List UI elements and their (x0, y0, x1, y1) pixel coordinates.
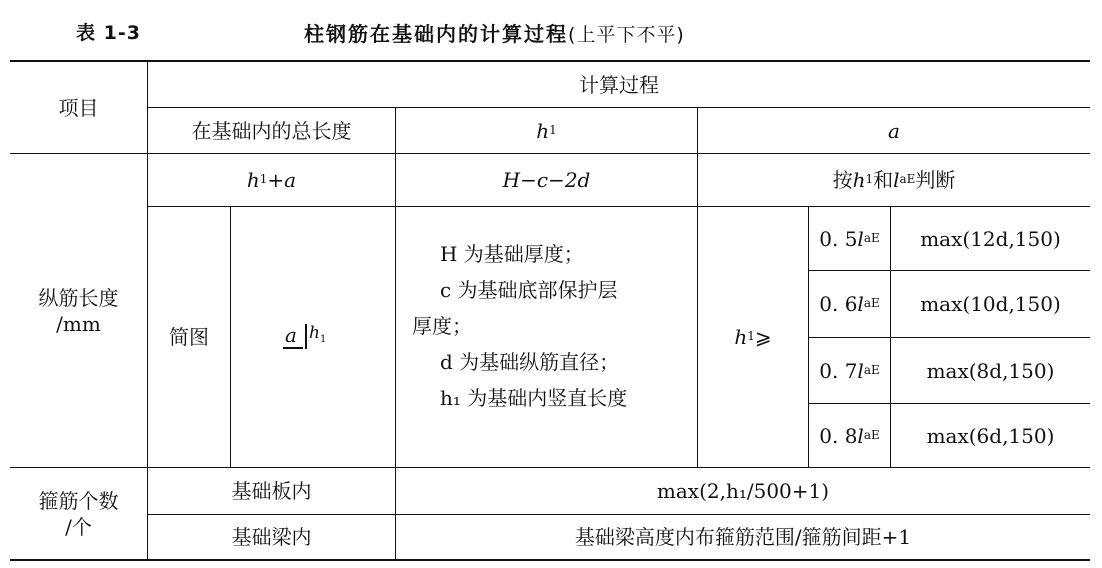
condition-h: h (734, 325, 748, 349)
judge-l: l (893, 168, 900, 192)
value-row-2: max(10d,150) (920, 292, 1061, 316)
header-h1-sub: 1 (549, 122, 557, 137)
sketch-h-var: h (309, 323, 320, 343)
coef-1: 0. 5 (819, 226, 858, 251)
judge-h-sub: 1 (865, 172, 874, 187)
coef-3-sub: aE (863, 362, 880, 377)
formula-h1-var: h (246, 168, 260, 192)
formula-h1-sub: 1 (259, 172, 268, 187)
sketch-h-sub: 1 (319, 334, 327, 345)
coef-row-3 (809, 338, 890, 403)
rebar-length-label (10, 154, 147, 467)
coef-row-4 (809, 404, 890, 467)
stirrups-slab-label: 基础板内 (231, 479, 312, 503)
table-title-sub: (上平下不平) (568, 24, 685, 46)
condition-h1 (698, 207, 808, 467)
judge-h: h (852, 168, 866, 192)
header-total-length: 在基础内的总长度 (191, 118, 352, 143)
header-process: 计算过程 (579, 72, 659, 97)
sketch-vertical-bar (305, 324, 307, 349)
table-number: 表 1-3 (76, 22, 141, 44)
formula-h1-rest: +a (267, 168, 297, 192)
stirrups-label-1: 箍筋个数 (38, 488, 119, 513)
coef-2-sub: aE (863, 296, 880, 311)
desc-line-1: H 为基础厚度； (440, 242, 584, 266)
sketch-h1 (309, 322, 326, 346)
condition-op: ⩾ (754, 325, 772, 349)
stirrups-label (10, 468, 147, 559)
variable-description (412, 236, 692, 416)
sketch-diagram (231, 207, 395, 467)
value-row-3: max(8d,150) (926, 358, 1055, 383)
sketch-a: a (285, 323, 297, 347)
judge-l-sub: aE (899, 172, 916, 187)
formula-judge (698, 154, 1090, 206)
header-a: a (888, 118, 900, 143)
header-item: 项目 (58, 95, 99, 120)
table-title-main: 柱钢筋在基础内的计算过程 (304, 22, 568, 46)
desc-line-4: d 为基础纵筋直径； (440, 350, 620, 374)
formula-h1-plus-a (148, 154, 395, 206)
formula-H: H−c−2d (502, 168, 591, 192)
coef-4-sub: aE (863, 427, 880, 442)
desc-line-3: 厚度； (412, 314, 472, 338)
sketch-a-underline (283, 347, 303, 349)
judge-pre: 按 (832, 168, 853, 192)
stirrups-beam-label: 基础梁内 (231, 525, 312, 549)
stirrups-label-2: /个 (65, 514, 92, 539)
stirrups-beam-formula: 基础梁高度内布箍筋范围/箍筋间距+1 (574, 525, 912, 549)
rebar-length-label-1: 纵筋长度 (38, 285, 119, 310)
coef-4: 0. 8 (819, 423, 858, 448)
coef-2-l: l (857, 292, 864, 316)
value-row-1: max(12d,150) (920, 226, 1061, 251)
condition-sub: 1 (747, 329, 755, 344)
header-h1-var: h (536, 118, 550, 143)
desc-line-2: c 为基础底部保护层 (440, 278, 618, 302)
desc-line-5: h₁ 为基础内竖直长度 (440, 386, 628, 410)
value-row-4: max(6d,150) (926, 423, 1055, 448)
judge-post: 判断 (915, 168, 956, 192)
rebar-length-label-2: /mm (56, 311, 101, 336)
coef-1-l: l (857, 226, 864, 251)
header-h1 (396, 108, 697, 153)
coef-4-l: l (857, 423, 864, 448)
stirrups-slab-formula: max(2,h₁/500+1) (656, 479, 830, 503)
coef-row-1 (809, 207, 890, 270)
rule-bottom (10, 559, 1090, 561)
coef-1-sub: aE (863, 230, 880, 245)
coef-row-2 (809, 271, 890, 337)
sketch-label: 简图 (169, 325, 209, 349)
coef-3: 0. 7 (819, 358, 858, 383)
coef-3-l: l (857, 358, 864, 383)
coef-2: 0. 6 (819, 292, 858, 316)
judge-mid: 和 (873, 168, 894, 192)
